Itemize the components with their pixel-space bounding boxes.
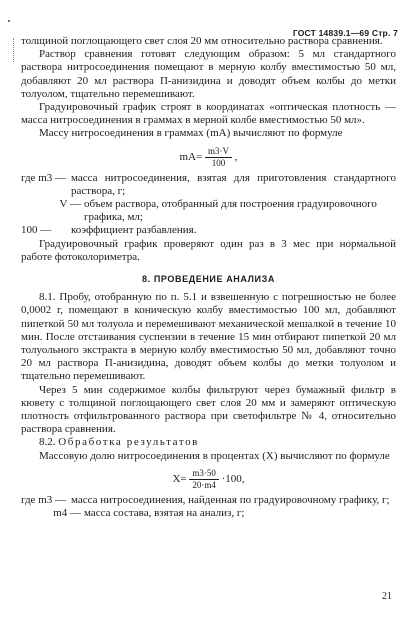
page-number: 21 (382, 591, 392, 602)
paragraph-continuation: толщиной поглощающего свет слоя 20 мм относительно раствора сравнения. (21, 35, 383, 47)
formula-x-fraction (189, 468, 219, 491)
paragraph-8-2-title: Обработка результатов (58, 436, 199, 449)
margin-dots (13, 38, 15, 62)
where2-label: где m3 — (21, 493, 66, 506)
formula-x-tail: ·100, (221, 472, 245, 485)
where-v-symbol: V — (59, 198, 81, 211)
formula-mass-denominator: 100 (211, 157, 226, 168)
where-100 (21, 224, 396, 237)
where2-m4 (21, 507, 396, 520)
paragraph-mass-formula-intro: Массу нитросоединения в граммах (mA) вычисляют по формуле (39, 127, 343, 140)
paragraph-8-2-heading (21, 436, 396, 449)
where-100-symbol: 100 — (21, 224, 52, 237)
paragraph-calibration-graph: Градуировочный график строят в координатах «оптическая плотность — масса нитросоединения в граммах в мерной колбе вместимостью 50 мл». (21, 101, 396, 127)
formula-x-lhs: X= (172, 472, 187, 485)
where2-m4-text: масса состава, взятая на анализ, г; (84, 507, 245, 520)
section-heading: 8. ПРОВЕДЕНИЕ АНАЛИЗА (142, 274, 275, 285)
formula-x-numerator: m3·50 (189, 468, 219, 480)
paragraph-8-2-number: 8.2. (39, 436, 56, 449)
where-100-text: коэффициент разбавления. (71, 224, 197, 237)
formula-mass-numerator: m3·V (205, 146, 232, 158)
paragraph-graph-check: Градуировочный график проверяют один раз в 3 мес при нормальной работе фотоколориметра. (21, 237, 396, 263)
where-m3 (21, 172, 396, 198)
formula-x-denominator: 20·m4 (192, 479, 216, 490)
formula-mass (21, 146, 396, 169)
running-head: ГОСТ 14839.1—69 Стр. 7 (292, 28, 398, 38)
formula-mass-fraction-x (21, 468, 396, 491)
where-label: где m3 — (21, 171, 66, 184)
where2-m3 (21, 494, 396, 507)
where-v (21, 198, 396, 224)
where-m3-text: масса нитросоединения, взятая для приготовления стандартного раствора, г; (71, 171, 396, 197)
formula-mass-lhs: mA= (179, 150, 203, 163)
where-v-text: объем раствора, отобранный для построения градуировочного графика, мл; (84, 198, 377, 224)
where2-m4-symbol: m4 — (53, 507, 81, 520)
paragraph-8-2-body: Массовую долю нитросоединения в процентах (X) вычисляют по формуле (39, 449, 390, 462)
paragraph-8-1: 8.1. Пробу, отобранную по п. 5.1 и взвешенную с погрешностью не более 0,0002 г, помещают в коническую колбу вместимостью 100 мл, добавляют пипеткой 50 мл толуола и перемешивают механической мешалкой в течение 10 мин. После отстаивания суспензии в течение 15 мин отбирают пипеткой 20 мл толуольного экстракта в мерную колбу вместимостью 50 мл, добавляют точно 20 мл раствора П-анизидина, доводят объем колбы до метки толуолом и тщательно перемешивают. (21, 291, 396, 383)
paragraph-8-1-continued: Через 5 мин содержимое колбы фильтруют через бумажный фильтр в кювету с толщиной поглощающего свет слоя 20 мм и замеряют оптическую плотность отфильтрованного раствора при светофильтре № 4, относительно раствора сравнения. (21, 383, 396, 436)
formula-mass-fraction (205, 146, 232, 169)
paragraph-reference-solution: Раствор сравнения готовят следующим образом: 5 мл стандартного раствора нитросоединения помещают в мерную колбу вместимостью 50 мл, добавляют 20 мл раствора П-анизидина и доводят объем колбы до метки толуолом, тщательно перемешивают. (21, 48, 396, 100)
where2-m3-text: масса нитросоединения, найденная по градуировочному графику, г; (71, 493, 390, 506)
document-body (21, 35, 396, 520)
formula-mass-tail: , (234, 150, 238, 163)
margin-mark (8, 20, 10, 22)
